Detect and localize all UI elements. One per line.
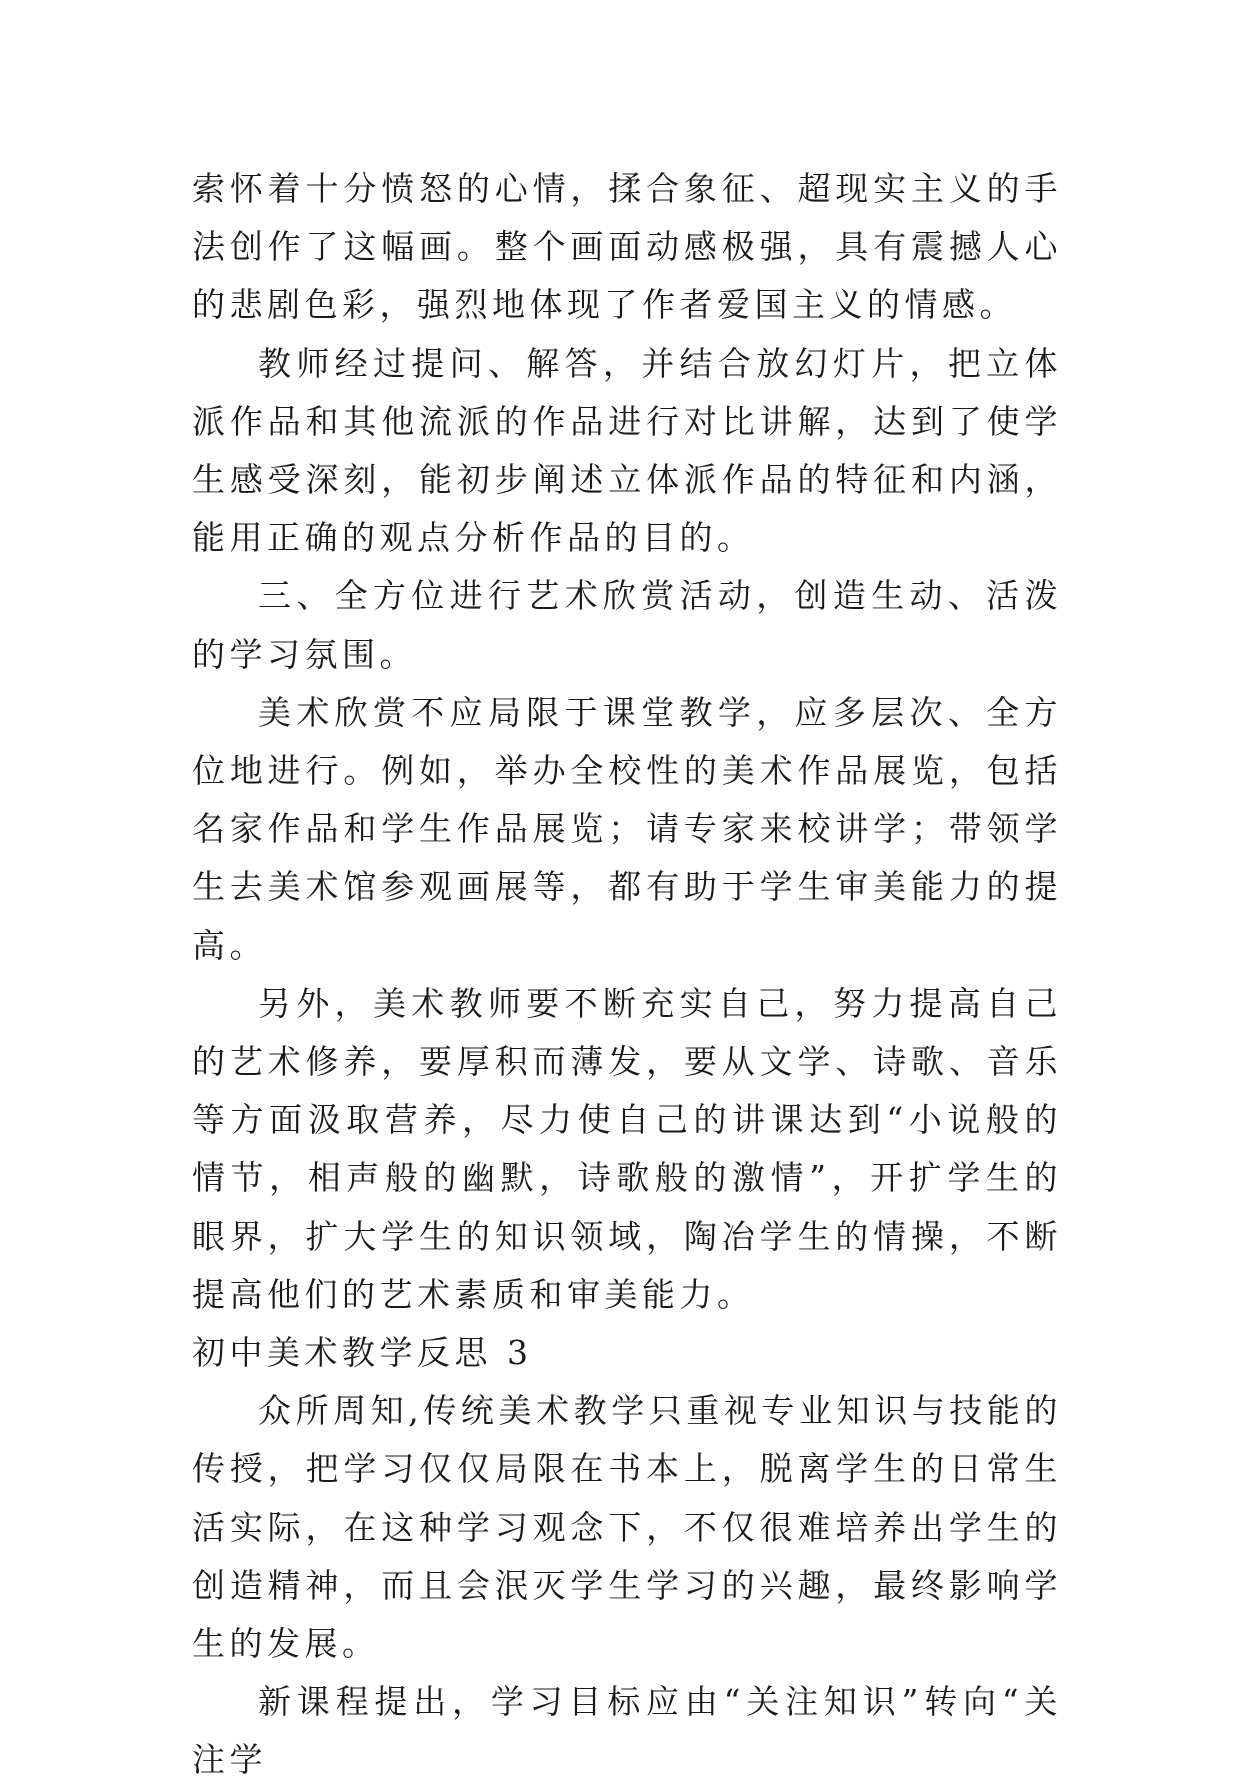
paragraph-7: 新课程提出，学习目标应由“关注知识”转向“关注学 — [192, 1682, 1062, 1780]
paragraph-5: 另外，美术教师要不断充实自己，努力提高自己的艺术修养，要厚积而薄发，要从文学、诗歌、音乐等方面汲取营养，尽力使自己的讲课达到“小说般的情节，相声般的幽默，诗歌般的激情”，开扩学生的眼界，扩大学生的知识领域，陶冶学生的情操，不断提高他们的艺术素质和审美能力。 — [192, 983, 1062, 1314]
section-title: 初中美术教学反思 3 — [192, 1333, 533, 1373]
document-body — [192, 160, 1062, 1790]
paragraph-6: 众所周知,传统美术教学只重视专业知识与技能的传授，把学习仅仅局限在书本上，脱离学生的日常生活实际，在这种学习观念下，不仅很难培养出学生的创造精神，而且会泯灭学生学习的兴趣，最终影响学生的发展。 — [192, 1391, 1062, 1664]
paragraph-1: 索怀着十分愤怒的心情，揉合象征、超现实主义的手法创作了这幅画。整个画面动感极强，具有震撼人心的悲剧色彩，强烈地体现了作者爱国主义的情感。 — [192, 169, 1062, 325]
paragraph-3: 三、全方位进行艺术欣赏活动，创造生动、活泼的学习氛围。 — [192, 576, 1062, 674]
paragraph-4: 美术欣赏不应局限于课堂教学，应多层次、全方位地进行。例如，举办全校性的美术作品展览，包括名家作品和学生作品展览；请专家来校讲学；带领学生去美术馆参观画展等，都有助于学生审美能力的提高。 — [192, 692, 1062, 965]
paragraph-2: 教师经过提问、解答，并结合放幻灯片，把立体派作品和其他流派的作品进行对比讲解，达到了使学生感受深刻，能初步阐述立体派作品的特征和内涵，能用正确的观点分析作品的目的。 — [192, 343, 1062, 558]
